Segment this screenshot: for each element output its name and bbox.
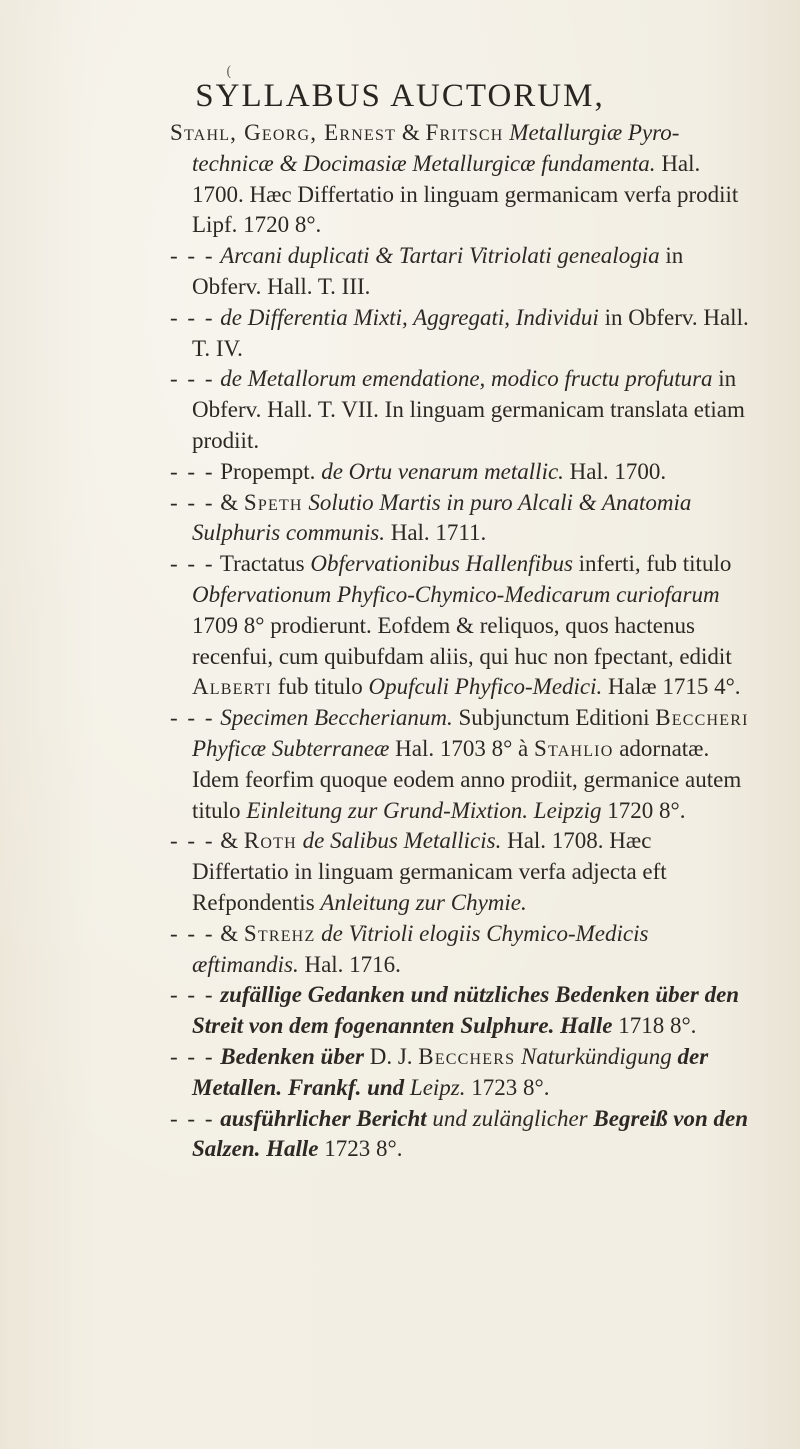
- coauthor-name: Becchers: [418, 1043, 516, 1069]
- imprint-3: fub titulo: [272, 674, 369, 700]
- imprint-2: 1723 8°.: [465, 1074, 550, 1100]
- coauthor-name: Roth: [243, 828, 297, 854]
- work-title-3: Opufculi Phyfico-Medici.: [368, 674, 603, 700]
- entry-7: [170, 549, 750, 703]
- imprint-4: 1720 8°.: [601, 797, 686, 823]
- work-title-2: und zulänglicher: [426, 1105, 588, 1131]
- entry-9: [170, 826, 750, 918]
- imprint: 1718 8°.: [612, 1013, 697, 1039]
- work-title-2: Anleitung zur Chymie.: [320, 889, 527, 915]
- imprint: Subjunctum Editioni: [452, 705, 656, 731]
- work-title-4: Leipz.: [404, 1074, 466, 1100]
- work-title: Solutio Martis in puro Alcali & Anatomia Sulphuris communis.: [192, 489, 692, 546]
- work-title: de Metallorum emendatione, modico fructu profutura: [220, 366, 713, 392]
- ditto-dash: - - -: [170, 551, 215, 577]
- entry-11: [170, 980, 750, 1042]
- imprint-4: Halæ 1715 4°.: [602, 674, 741, 700]
- work-title-2: Phyficæ Subterraneæ: [192, 735, 390, 761]
- entry-1: [170, 118, 750, 241]
- author-name: Stahl, Georg, Ernest: [170, 120, 397, 145]
- corner-mark: (: [226, 64, 232, 80]
- imprint-2: 1709 8° prodierunt. Eofdem & reliquos, quos hactenus recenfui, cum quibufdam aliis, qui huc non fpectant, edidit: [192, 612, 732, 669]
- work-title-3: der Metallen. Frankf. und: [192, 1043, 709, 1100]
- ditto-dash: - - -: [170, 458, 215, 484]
- entry-13: [170, 1104, 750, 1166]
- ditto-dash: - - -: [170, 304, 215, 330]
- ditto-dash: - - -: [170, 982, 215, 1008]
- ditto-dash: - - -: [170, 243, 215, 269]
- entry-8: [170, 703, 750, 826]
- coauthor-name: Fritsch: [425, 120, 504, 145]
- ditto-dash: - - -: [170, 705, 215, 731]
- imprint: Hal. 1700. Hæc Differtatio in linguam germanicam verfa prodiit Lipf. 1720 8°.: [192, 150, 739, 238]
- imprint-3: adornatæ. Idem feorfim quoque eodem anno prodiit, germanice autem titulo: [192, 735, 742, 823]
- imprint: in Obferv. Hall. T. IV.: [192, 304, 749, 361]
- imprint: Hal. 1708. Hæc Differtatio in linguam germanicam verfa adjecta eft Refpondentis: [192, 828, 667, 915]
- entry-10: [170, 919, 750, 981]
- running-head: SYLLABUS AUCTORUM,: [195, 78, 605, 114]
- coauthor-name: Beccheri: [655, 705, 749, 731]
- work-title-3: Einleitung zur Grund-Mixtion. Leipzig: [246, 797, 602, 823]
- imprint: Hal. 1711.: [384, 520, 487, 546]
- editor-name: Alberti: [192, 674, 273, 700]
- work-title: zufällige Gedanken und nützliches Bedenken über den Streit von dem fogenannten Sulphure. Halle: [192, 982, 740, 1039]
- entry-2: [170, 241, 750, 303]
- conjunction: &: [396, 120, 426, 145]
- imprint: in Obferv. Hall. T. VII. In linguam germanicam translata etiam prodiit.: [192, 366, 745, 453]
- prefix: Tractatus: [219, 551, 311, 577]
- imprint-2: Hal. 1703 8° à: [389, 735, 535, 761]
- work-title: de Vitrioli elogiis Chymico-Medicis æftimandis.: [192, 920, 649, 977]
- imprint: D. J.: [363, 1043, 419, 1069]
- work-title: Metallurgiæ Pyro-technicæ & Docimasiæ Metallurgicæ fundamenta.: [192, 120, 680, 176]
- work-title: de Differentia Mixti, Aggregati, Individui: [220, 304, 599, 330]
- ditto-dash: - - -: [170, 489, 215, 515]
- work-title: Specimen Beccherianum.: [220, 705, 453, 731]
- ditto-dash: - - -: [170, 1043, 215, 1069]
- coauthor-name-2: Stahlio: [534, 735, 614, 761]
- imprint: inferti, fub titulo: [572, 551, 732, 577]
- prefix: Propempt.: [220, 458, 322, 484]
- work-title: Bedenken über: [220, 1043, 364, 1069]
- bibliography-text: [170, 118, 750, 1165]
- entry-5: [170, 457, 750, 488]
- imprint: Hal. 1700.: [563, 458, 667, 484]
- work-title-2: Naturkündigung: [515, 1043, 672, 1069]
- work-title: de Salibus Metallicis.: [296, 828, 502, 854]
- imprint: 1723 8°.: [318, 1136, 403, 1162]
- work-title: ausführlicher Bericht: [220, 1105, 427, 1131]
- coauthor-name: Strehz: [243, 920, 316, 946]
- entry-3: [170, 303, 750, 365]
- work-title: Obfervationibus Hallenfibus: [310, 551, 573, 577]
- entry-12: [170, 1042, 750, 1104]
- ditto-dash: - - -: [170, 1105, 215, 1131]
- coauthor-name: Speth: [243, 489, 303, 515]
- work-title-3: Begreiß von den Salzen. Halle: [192, 1105, 748, 1162]
- ditto-dash: - - -: [170, 366, 215, 392]
- imprint: Hal. 1716.: [298, 951, 401, 977]
- entry-4: [170, 364, 750, 456]
- work-title: Arcani duplicati & Tartari Vitriolati genealogia: [220, 243, 660, 269]
- prefix: &: [220, 489, 244, 515]
- imprint: in Obferv. Hall. T. III.: [192, 243, 684, 299]
- ditto-dash: - - -: [170, 920, 215, 946]
- prefix: &: [220, 920, 244, 946]
- ditto-dash: - - -: [170, 828, 215, 854]
- prefix: &: [220, 828, 244, 854]
- work-title-2: Obfervationum Phyfico-Chymico-Medicarum curiofarum: [192, 581, 720, 607]
- entry-6: [170, 488, 750, 550]
- work-title: de Ortu venarum metallic.: [321, 458, 564, 484]
